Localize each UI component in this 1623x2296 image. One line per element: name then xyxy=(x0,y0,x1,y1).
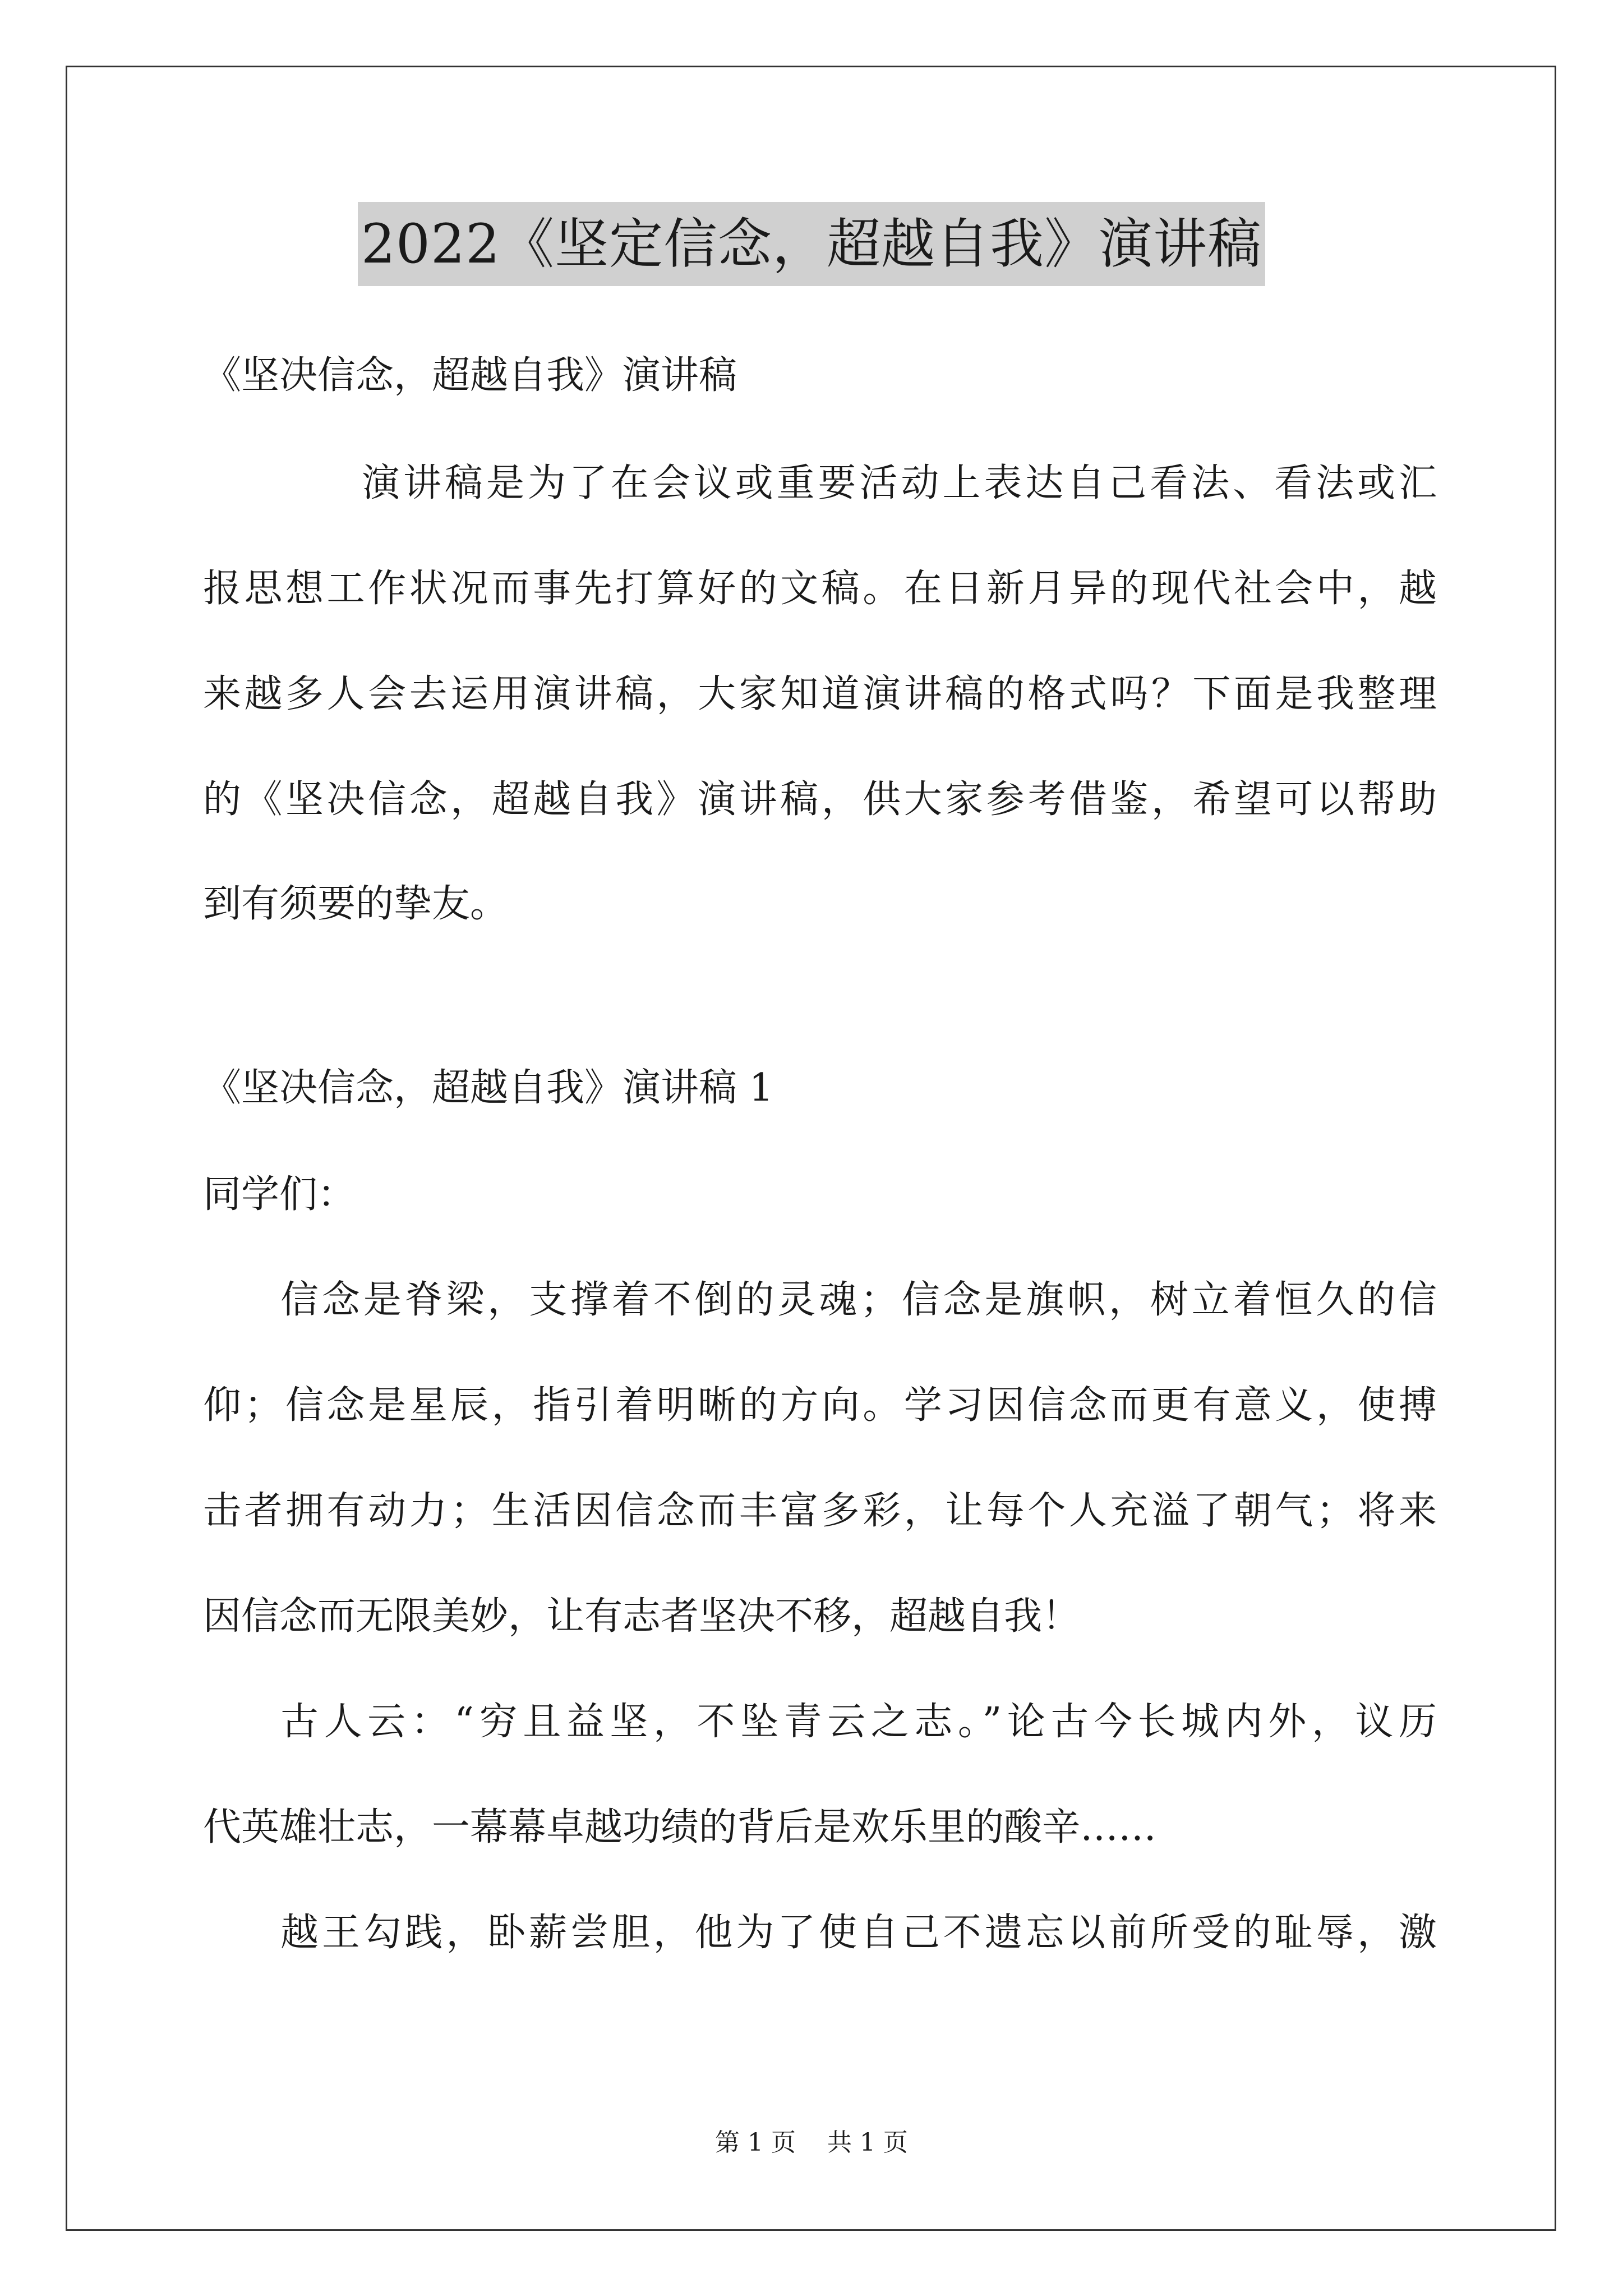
body-line: 因信念而无限美妙，让有志者坚决不移，超越自我！ xyxy=(203,1594,1081,1639)
body-line: 来越多人会去运用演讲稿，大家知道演讲稿的格式吗？下面是我整理 xyxy=(203,672,1437,716)
body-line: 到有须要的挚友。 xyxy=(203,882,509,926)
section-heading: 《坚决信念，超越自我》演讲稿 1 xyxy=(203,1066,773,1110)
body-line: 信念是脊梁，支撑着不倒的灵魂；信念是旗帜，树立着恒久的信 xyxy=(280,1278,1437,1322)
salutation: 同学们： xyxy=(203,1172,356,1217)
body-line: 越王勾践，卧薪尝胆，他为了使自己不遗忘以前所受的耻辱，激 xyxy=(280,1911,1437,1955)
body-line: 古人云：“穷且益坚，不坠青云之志。”论古今长城内外，议历 xyxy=(280,1700,1437,1744)
body-line: 的《坚决信念，超越自我》演讲稿，供大家参考借鉴，希望可以帮助 xyxy=(203,777,1437,822)
page-footer: 第 1 页 共 1 页 xyxy=(715,2128,908,2157)
body-line: 仰；信念是星辰，指引着明晰的方向。学习因信念而更有意义，使搏 xyxy=(203,1383,1437,1428)
subtitle-line: 《坚决信念，超越自我》演讲稿 xyxy=(203,353,737,398)
document-title: 2022《坚定信念，超越自我》演讲稿 xyxy=(358,202,1265,286)
body-line: 演讲稿是为了在会议或重要活动上表达自己看法、看法或汇 xyxy=(362,461,1437,505)
body-line: 击者拥有动力；生活因信念而丰富多彩，让每个人充溢了朝气；将来 xyxy=(203,1489,1437,1533)
body-line: 代英雄壮志，一幕幕卓越功绩的背后是欢乐里的酸辛…… xyxy=(203,1805,1157,1849)
title-container xyxy=(0,202,1623,286)
body-line: 报思想工作状况而事先打算好的文稿。在日新月异的现代社会中，越 xyxy=(203,567,1437,611)
